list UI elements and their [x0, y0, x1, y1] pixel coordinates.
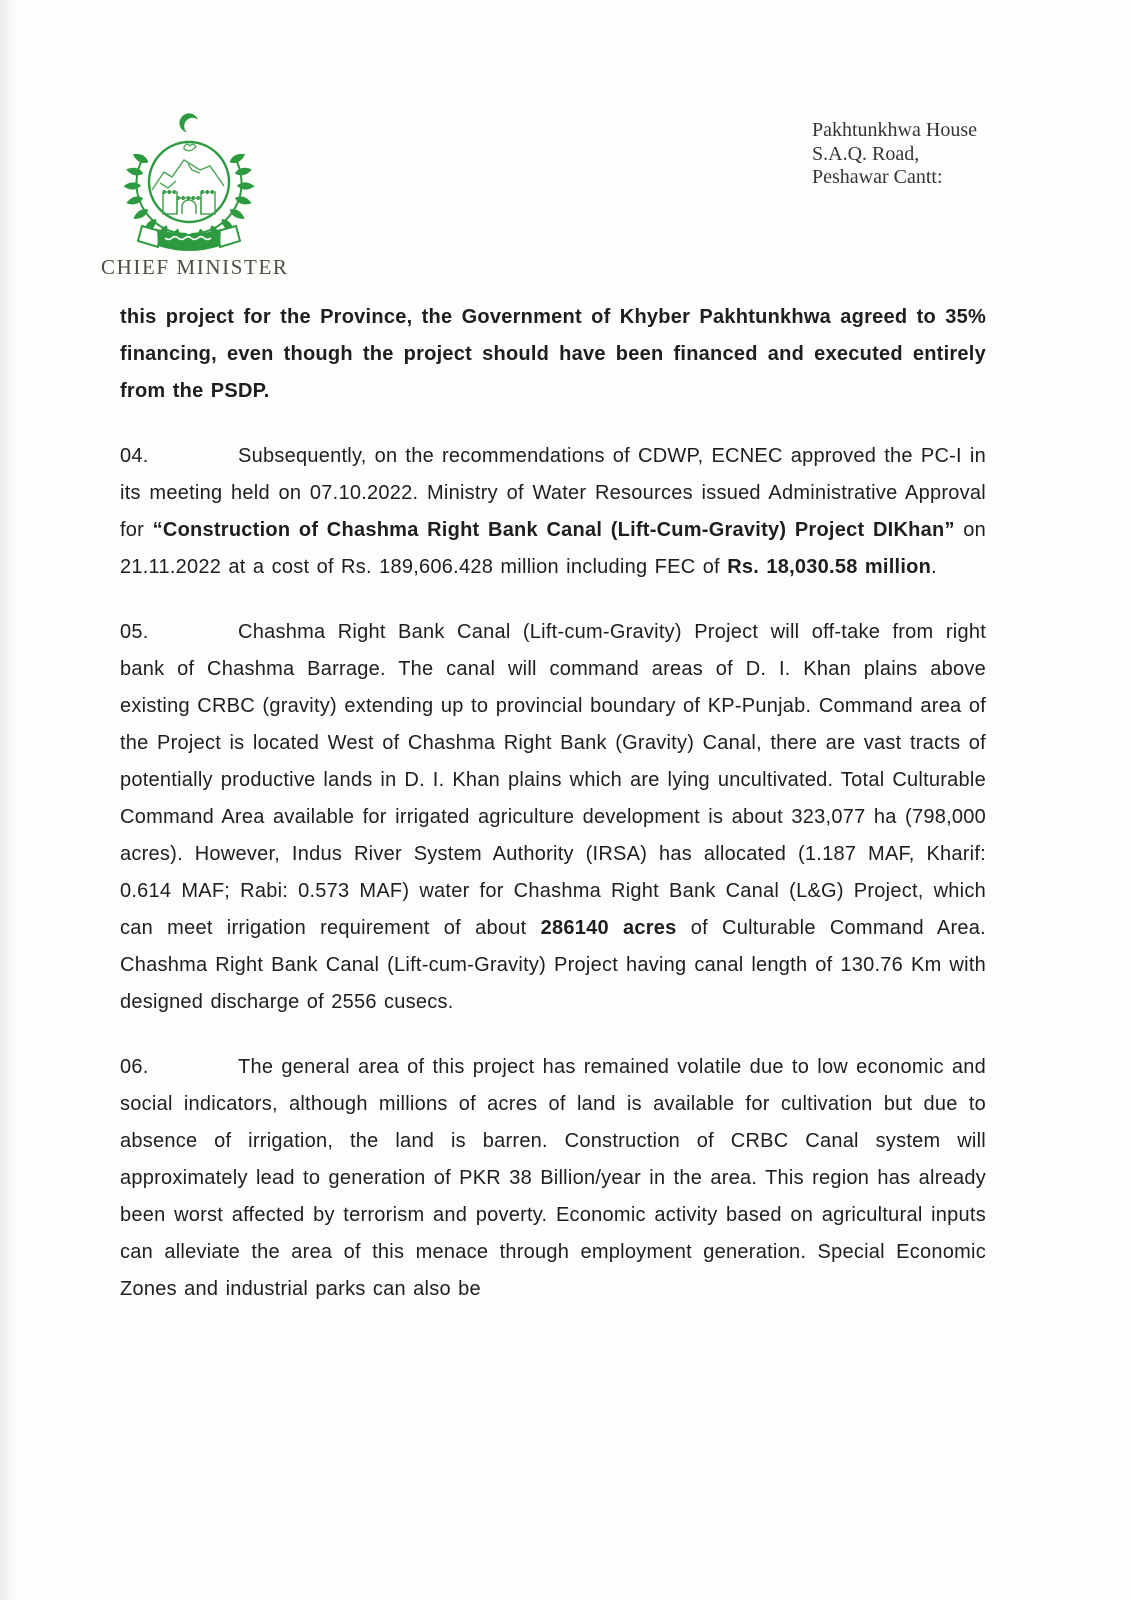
letterhead-address	[812, 119, 977, 190]
crescent-icon	[179, 113, 201, 134]
paragraph-run: on 21.11.2022 at a cost of Rs. 189,606.428 million including FEC of	[120, 519, 986, 578]
paragraph-run: Subsequently, on the recommendations of CDWP, ECNEC approved the PC-I in its meeting held on 07.10.2022. Ministry of Water Resources issued Administrative Approval for	[120, 445, 986, 541]
paragraph-run-bold: “Construction of Chashma Right Bank Canal (Lift-Cum-Gravity) Project DIKhan”	[152, 519, 955, 541]
paragraph-run: .	[931, 556, 937, 578]
letter-body	[120, 299, 986, 1308]
paragraph-run-bold: 286140 acres	[540, 917, 677, 939]
khyber-pakhtunkhwa-emblem-icon	[116, 110, 262, 262]
address-line-1: Pakhtunkhwa House	[812, 119, 977, 141]
address-line-3: Peshawar Cantt:	[812, 166, 943, 188]
paragraph-number: 04.	[120, 445, 149, 467]
banner-icon	[138, 226, 240, 251]
paragraph-run-bold: Rs. 18,030.58 million	[727, 556, 932, 578]
paragraph-number: 05.	[120, 621, 149, 643]
paragraph-04	[120, 438, 986, 586]
paragraph-05	[120, 614, 986, 1021]
emblem-circle	[149, 142, 229, 222]
address-line-2: S.A.Q. Road,	[812, 142, 920, 165]
scan-edge-shadow	[0, 0, 16, 1600]
paragraph-run: Chashma Right Bank Canal (Lift-cum-Gravity) Project will off-take from right bank of Chashma Barrage. The canal will command areas of D. I. Khan plains above existing CRBC (gravity) extending up to provincial boundary of KP-Punjab. Command area of the Project is located West of Chashma Right Bank (Gravity) Canal, there are vast tracts of potentially productive lands in D. I. Khan plains which are lying uncultivated. Total Culturable Command Area available for irrigated agriculture development is about 323,077 ha (798,000 acres). However, Indus River System Authority (IRSA) has allocated (1.187 MAF, Kharif: 0.614 MAF; Rabi: 0.573 MAF) water for Chashma Right Bank Canal (L&G) Project, which can meet irrigation requirement of about	[120, 621, 986, 939]
paragraph-run: of Culturable Command Area. Chashma Right Bank Canal (Lift-cum-Gravity) Project having canal length of 130.76 Km with designed discharge of 2556 cusecs.	[120, 917, 986, 1013]
chief-minister-title: CHIEF MINISTER	[101, 255, 289, 279]
paragraph-run: The general area of this project has remained volatile due to low economic and social indicators, although millions of acres of land is available for cultivation but due to absence of irrigation, the land is barren. Construction of CRBC Canal system will approximately lead to generation of PKR 38 Billion/year in the area. This region has already been worst affected by terrorism and poverty. Economic activity based on agricultural inputs can alleviate the area of this menace through employment generation. Special Economic Zones and industrial parks can also be	[120, 1056, 986, 1300]
paragraph-number: 06.	[120, 1056, 149, 1078]
intro-paragraph: this project for the Province, the Government of Khyber Pakhtunkhwa agreed to 35% financing, even though the project should have been financed and executed entirely from the PSDP.	[120, 306, 986, 402]
paragraph-06	[120, 1049, 986, 1308]
